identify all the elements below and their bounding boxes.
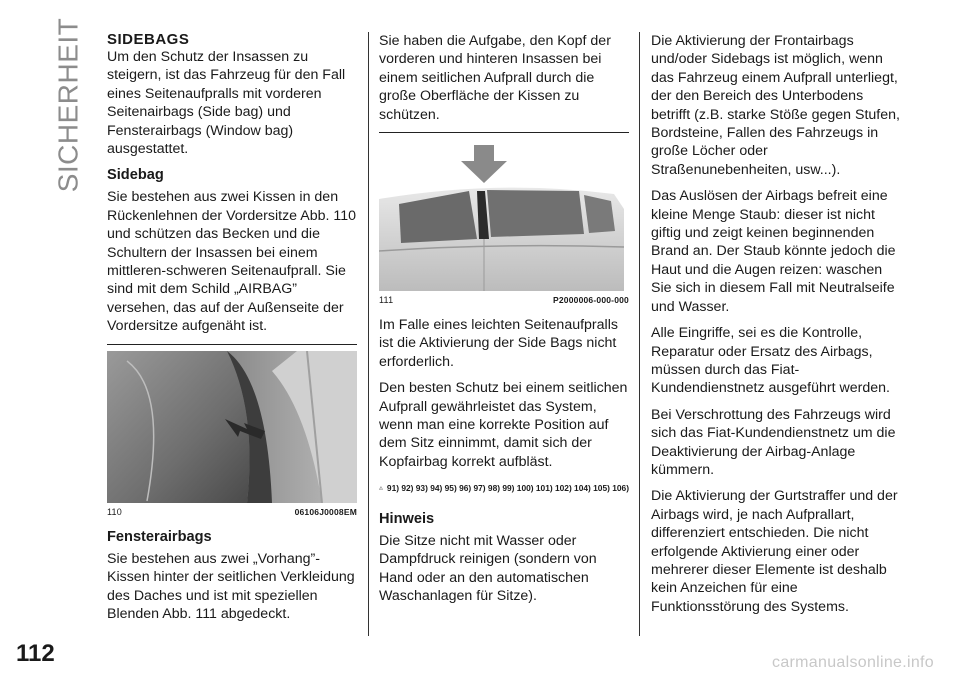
- warning-refs-text: 91) 92) 93) 94) 95) 96) 97) 98) 99) 100) 101) 102) 104) 105) 106): [386, 483, 629, 494]
- figure-code: P2000006-000-000: [553, 295, 629, 306]
- paragraph: Bei Verschrottung des Fahrzeugs wird sich das Fiat-Kundendienstnetz um die Deaktivierung der Airbag-Anlage kümmern.: [651, 406, 896, 478]
- paragraph: Sie haben die Aufgabe, den Kopf der vorderen und hinteren Insassen bei einem seitlichen Aufprall durch die große Oberfläche der Kissen zu schützen.: [379, 33, 611, 123]
- page-number: 112: [16, 640, 55, 667]
- figure-number: 111: [379, 295, 394, 306]
- subheading-fensterairbags: Fensterairbags: [107, 528, 212, 545]
- seat-illustration: [107, 351, 357, 503]
- hint-paragraph: Die Sitze nicht mit Wasser oder Dampfdruck reinigen (sondern von Hand oder an den automatischen Waschanlagen für Sitze).: [379, 532, 597, 604]
- figure-111: [379, 132, 629, 306]
- figure-caption: [379, 294, 629, 306]
- column-divider: [368, 32, 369, 636]
- column-3: [651, 32, 901, 624]
- warning-references: [379, 479, 629, 497]
- figure-caption: [107, 506, 357, 518]
- intro-paragraph: Um den Schutz der Insassen zu steigern, ist das Fahrzeug für den Fall eines Seitenaufpralls mit vorderen Seitenairbags (Side bag) und Fensterairbags (Window bag) ausgestattet.: [107, 49, 346, 158]
- column-2: [379, 32, 629, 613]
- fensterairbag-paragraph: Sie bestehen aus zwei „Vorhang”-Kissen hinter der seitlichen Verkleidung des Daches und ist mit speziellen Blenden Abb. 111 abgedeckt.: [107, 550, 355, 622]
- column-divider: [639, 32, 640, 636]
- sidebag-paragraph: Sie bestehen aus zwei Kissen in den Rückenlehnen der Vordersitze Abb. 110 und schützen das Becken und die Schultern der Insassen bei einem mittleren-schweren Seitenaufprall. Sie sind mit dem Schild „AIRBAG” versehen, das auf der Außenseite der Vordersitze aufgenäht ist.: [107, 189, 356, 335]
- column-1: [107, 32, 357, 631]
- section-heading: SIDEBAGS: [107, 31, 190, 48]
- paragraph: Das Auslösen der Airbags befreit eine kleine Menge Staub: dieser ist nicht giftig und zeigt keinen beginnenden Brand an. Der Staub könnte jedoch die Haut und die Augen reizen: waschen Sie sich in diesem Fall mit Neutralseife und Wasser.: [651, 188, 896, 315]
- seat-airbag-image: [107, 351, 357, 503]
- paragraph: Alle Eingriffe, sei es die Kontrolle, Reparatur oder Ersatz des Airbags, müssen durch das Fiat-Kundendienstnetz ausgeführt werden.: [651, 325, 890, 397]
- figure-110: [107, 344, 357, 518]
- paragraph: Die Aktivierung der Gurtstraffer und der Airbags wird, je nach Aufprallart, differenziert entschieden. Die nicht erfolgende Aktivierung einer oder mehrerer dieser Elemente ist deshalb kein Anzeichen für eine Funktionsstörung des Systems.: [651, 488, 898, 615]
- paragraph: Die Aktivierung der Frontairbags und/oder Sidebags ist möglich, wenn das Fahrzeug einem Aufprall unterliegt, der den Bereich des Unterbodens betrifft (z.B. starke Stöße gegen Stufen, Bordsteine, Fallen des Fahrzeugs in große Löcher oder Straßenunebenheiten, usw...).: [651, 33, 900, 178]
- warning-triangle-icon: [379, 482, 383, 494]
- section-label: [48, 17, 88, 193]
- car-side-image: [379, 139, 629, 291]
- figure-code: 06106J0008EM: [294, 506, 357, 517]
- paragraph: Im Falle eines leichten Seitenaufpralls ist die Aktivierung der Side Bags nicht erforderlich.: [379, 317, 618, 370]
- paragraph: Den besten Schutz bei einem seitlichen Aufprall gewährleistet das System, wenn man eine korrekte Position auf dem Sitz einnimmt, damit sich der Kopfairbag korrekt aufbläst.: [379, 380, 628, 470]
- section-label-text: SICHERHEIT: [52, 17, 84, 193]
- subheading-sidebag: Sidebag: [107, 167, 164, 184]
- car-illustration: [379, 139, 629, 291]
- subheading-hinweis: Hinweis: [379, 510, 435, 527]
- figure-number: 110: [107, 506, 122, 517]
- watermark: carmanualsonline.info: [772, 654, 934, 671]
